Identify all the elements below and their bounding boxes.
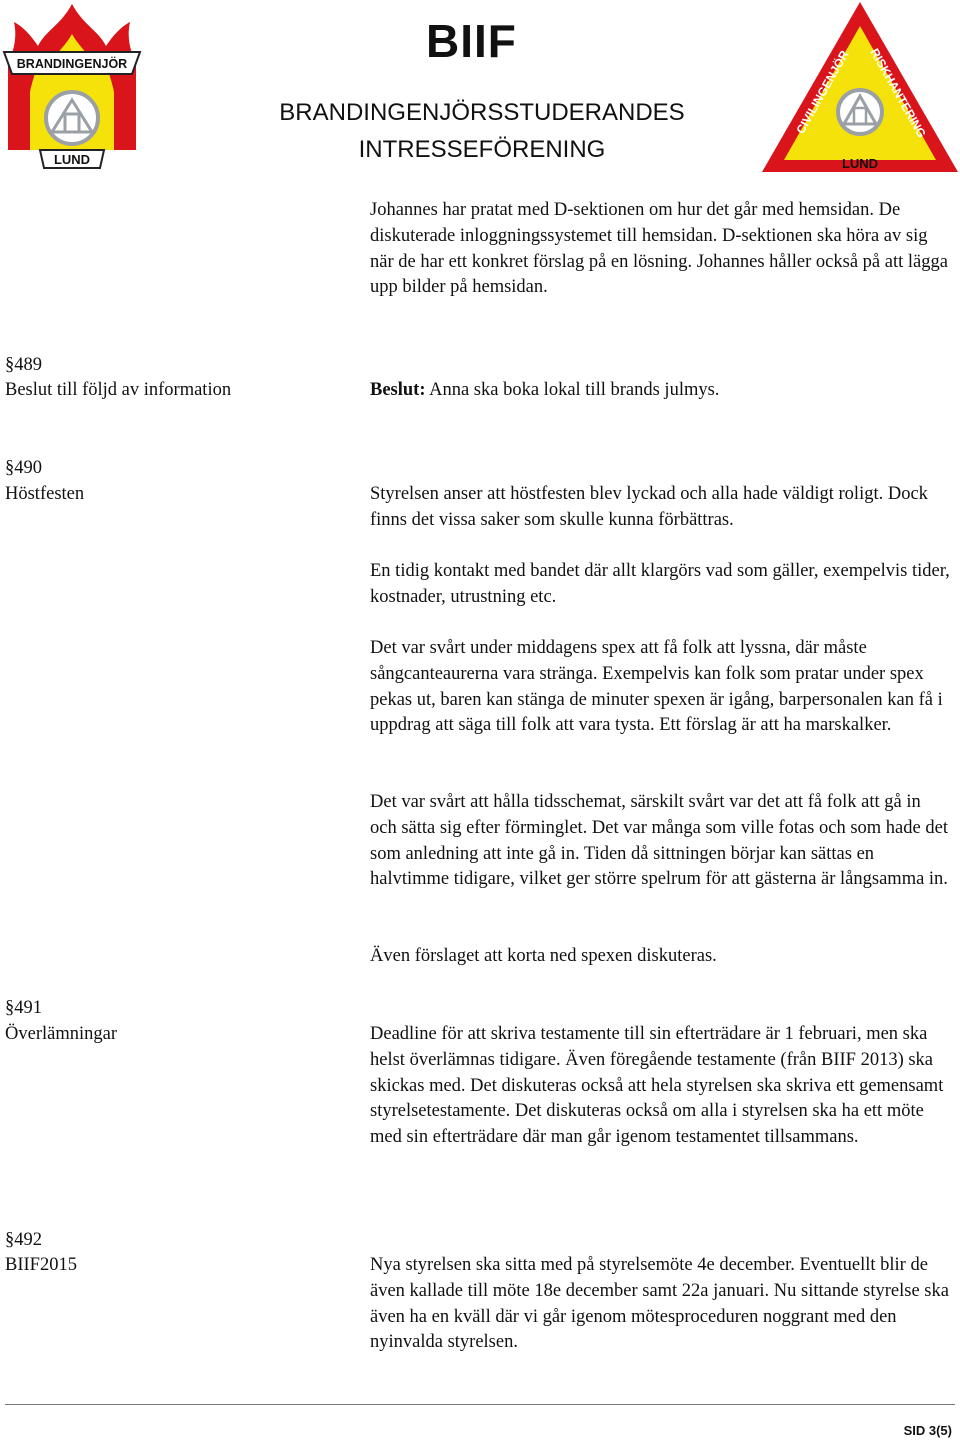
intro-paragraph: Johannes har pratat med D-sektionen om hur det går med hemsidan. De diskuterade inloggningssystemet till hemsidan. D-sektionen ska höra av sig när de har ett konkret förslag på en lösning. Johannes håller också på att lägga upp bilder på hemsidan. [370, 200, 948, 298]
subtitle-line: BRANDINGENJÖRSSTUDERANDES [279, 99, 685, 126]
document-title: BIIF [426, 15, 517, 67]
paragraph: Nya styrelsen ska sitta med på styrelsemöte 4e december. Eventuellt blir de även kallade till möte 18e december samt 22a januari. Nu sittande styrelse ska även ha en kväll där vi går igenom mötesproceduren noggrant med den nyinvalda styrelsen. [370, 1255, 949, 1353]
section-title: Höstfesten [5, 484, 85, 504]
document-subtitle [262, 94, 702, 168]
svg-text:RISKHANTERING: RISKHANTERING [867, 46, 929, 141]
paragraph: En tidig kontakt med bandet där allt klargörs vad som gäller, exempelvis tider, kostnader, utrustning etc. [370, 561, 950, 607]
subtitle-line: INTRESSEFÖRENING [358, 136, 606, 163]
section-title: BIIF2015 [5, 1255, 77, 1275]
section-title: Beslut till följd av information [5, 380, 232, 400]
footer-divider [5, 1404, 955, 1405]
brandingenjor-logo [2, 0, 142, 175]
svg-text:LUND: LUND [841, 156, 879, 171]
decision-paragraph [370, 378, 950, 404]
svg-text:CIVILINGENJÖR: CIVILINGENJÖR [793, 47, 852, 137]
section-number: §490 [5, 458, 42, 478]
decision-label: Beslut: [370, 380, 426, 400]
section-title: Överlämningar [5, 1024, 117, 1044]
svg-text:BRANDINGENJÖR: BRANDINGENJÖR [16, 57, 128, 71]
paragraph: Deadline för att skriva testamente till sin efterträdare är 1 februari, men ska helst överlämnas tidigare. Även föregående testamente (från BIIF 2013) ska skickas med. Det diskuteras också att hela styrelsen ska skriva ett gemensamt styrelsetestamente. Det diskuteras också om alla i styrelsen ska ha ett möte med sin efterträdare där man går igenom testamentet tillsammans. [370, 1024, 944, 1148]
paragraph: Även förslaget att korta ned spexen diskuteras. [370, 946, 717, 966]
page-number: SID 3(5) [903, 1423, 952, 1438]
paragraph: Det var svårt att hålla tidsschemat, särskilt svårt var det att få folk att gå in och sätta sig efter förminglet. Det var många som ville fotas och som hade det som anledning att inte gå in. Tiden då sittningen börjar kan sättas en halvtimme tidigare, vilket ger större spelrum för att gästerna är långsamma in. [370, 792, 948, 890]
decision-text: Anna ska boka lokal till brands julmys. [429, 380, 720, 400]
svg-text:LUND: LUND [53, 152, 91, 167]
section-number: §491 [5, 998, 42, 1018]
paragraph: Styrelsen anser att höstfesten blev lyckad och alla hade väldigt roligt. Dock finns det vissa saker som skulle kunna förbättras. [370, 484, 928, 530]
riskhantering-logo [760, 0, 960, 178]
section-number: §492 [5, 1230, 42, 1250]
paragraph: Det var svårt under middagens spex att få folk att lyssna, där måste sångcanteaurerna vara stränga. Exempelvis kan folk som pratar under spex pekas ut, baren kan stänga de minuter spexen är igång, barpersonalen kan få i uppdrag att säga till folk att vara tysta. Ett förslag är att ha marskalker. [370, 638, 943, 736]
section-number: §489 [5, 355, 42, 375]
